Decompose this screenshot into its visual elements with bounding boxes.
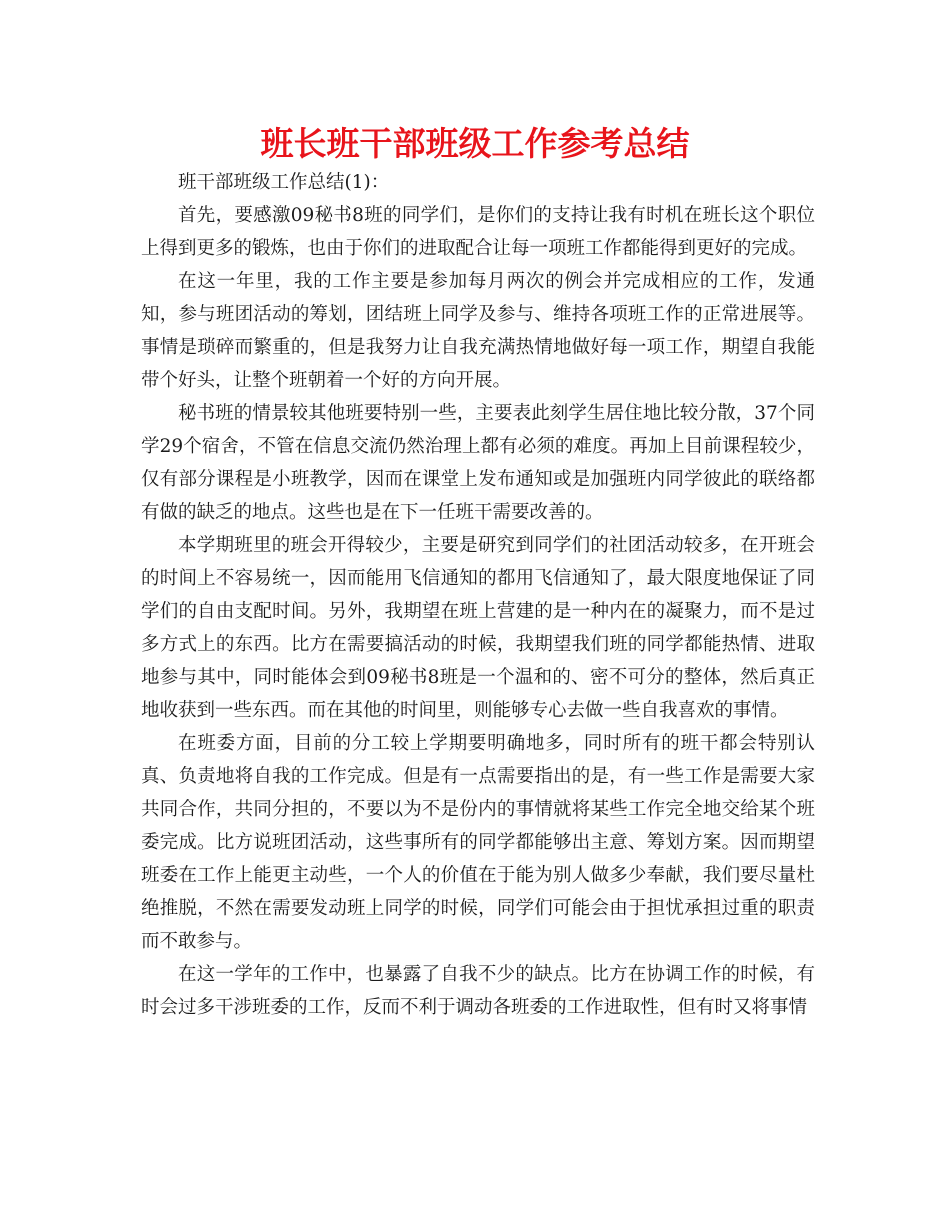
document-title: 班长班干部班级工作参考总结: [260, 124, 690, 163]
document-body: [141, 166, 815, 1024]
paragraph: 在这一学年的工作中，也暴露了自我不少的缺点。比方在协调工作的时候，有时会过多干涉班委的工作，反而不利于调动各班委的工作进取性，但有时又将事情: [141, 964, 815, 1018]
paragraph-heading: 班干部班级工作总结(1)：: [178, 172, 390, 193]
paragraph: 秘书班的情景较其他班要特别一些，主要表此刻学生居住地比较分散，37个同学29个宿舍，不管在信息交流仍然治理上都有必须的难度。再加上目前课程较少，仅有部分课程是小班教学，因而在课堂上发布通知或是加强班内同学彼此的联络都有做的缺乏的地点。这些也是在下一任班干需要改善的。: [141, 403, 815, 523]
paragraph: 在这一年里，我的工作主要是参加每月两次的例会并完成相应的工作，发通知，参与班团活动的筹划，团结班上同学及参与、维持各项班工作的正常进展等。事情是琐碎而繁重的，但是我努力让自我充满热情地做好每一项工作，期望自我能带个好头，让整个班朝着一个好的方向开展。: [141, 271, 815, 391]
paragraph: 在班委方面，目前的分工较上学期要明确地多，同时所有的班干都会特别认真、负责地将自我的工作完成。但是有一点需要指出的是，有一些工作是需要大家共同合作，共同分担的，不要以为不是份内的事情就将某些工作完全地交给某个班委完成。比方说班团活动，这些事所有的同学都能够出主意、筹划方案。因而期望班委在工作上能更主动些，一个人的价值在于能为别人做多少奉献，我们要尽量杜绝推脱，不然在需要发动班上同学的时候，同学们可能会由于担忧承担过重的职责而不敢参与。: [141, 733, 815, 952]
paragraph: 首先，要感激09秘书8班的同学们，是你们的支持让我有时机在班长这个职位上得到更多的锻炼，也由于你们的进取配合让每一项班工作都能得到更好的完成。: [141, 205, 815, 259]
paragraph: 本学期班里的班会开得较少，主要是研究到同学们的社团活动较多，在开班会的时间上不容易统一，因而能用飞信通知的都用飞信通知了，最大限度地保证了同学们的自由支配时间。另外，我期望在班上营建的是一种内在的凝聚力，而不是过多方式上的东西。比方在需要搞活动的时候，我期望我们班的同学都能热情、进取地参与其中，同时能体会到09秘书8班是一个温和的、密不可分的整体，然后真正地收获到一些东西。而在其他的时间里，则能够专心去做一些自我喜欢的事情。: [141, 535, 815, 721]
